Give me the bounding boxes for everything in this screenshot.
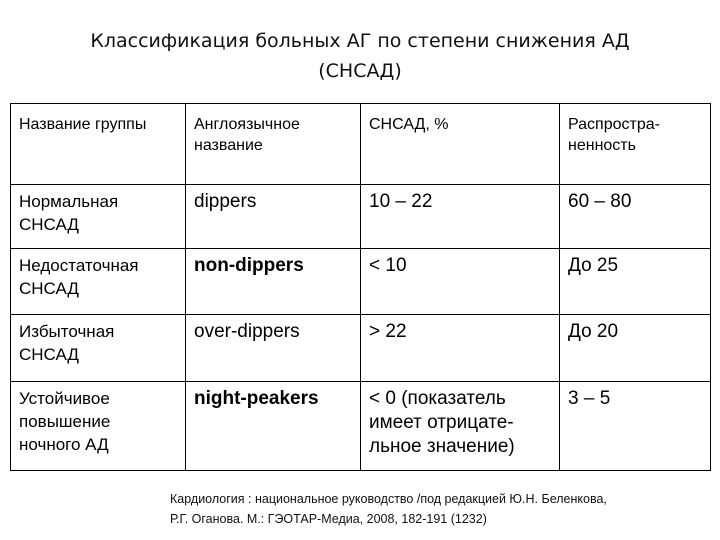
prevalence-cell: [560, 249, 711, 315]
english-name-cell: [186, 185, 361, 249]
header-label: Распростра- ненность: [568, 116, 660, 154]
classification-table: [10, 103, 711, 471]
prevalence-cell: [560, 315, 711, 382]
cell-text: < 10: [369, 255, 407, 276]
cell-text: > 22: [369, 321, 407, 342]
english-name-cell: [186, 315, 361, 382]
snsad-cell: [361, 185, 560, 249]
cell-text: Нормальная СНСАД: [19, 192, 119, 234]
cell-text: До 25: [568, 255, 619, 276]
page-title: [0, 26, 720, 86]
group-name-cell: [11, 185, 186, 249]
cell-text: over-dippers: [194, 321, 300, 342]
cell-text: night-peakers: [194, 388, 319, 409]
cell-text: 10 – 22: [369, 191, 433, 212]
english-name-cell: [186, 249, 361, 315]
reference-line-1: Кардиология : национальное руководство /под редакцией Ю.Н. Беленкова,: [170, 492, 607, 506]
cell-text: Недостаточная СНСАД: [19, 256, 139, 298]
cell-text: 3 – 5: [568, 388, 611, 409]
header-label: Название группы: [19, 116, 147, 133]
snsad-cell: [361, 382, 560, 471]
header-cell-snsad-percent: [361, 104, 560, 185]
group-name-cell: [11, 315, 186, 382]
title-line-2: (СНСАД): [318, 60, 402, 82]
table-row: [11, 185, 711, 249]
header-label: Англоязычное название: [194, 116, 300, 154]
cell-text: Избыточная СНСАД: [19, 322, 115, 364]
group-name-cell: [11, 382, 186, 471]
prevalence-cell: [560, 382, 711, 471]
header-cell-prevalence: [560, 104, 711, 185]
table-row: [11, 382, 711, 471]
cell-text: < 0 (показатель имеет отрицате- льное значение): [369, 388, 515, 457]
cell-text: non-dippers: [194, 255, 304, 276]
header-cell-group-name: [11, 104, 186, 185]
title-line-1: Классификация больных АГ по степени снижения АД: [90, 30, 630, 52]
source-reference: [170, 489, 710, 529]
header-label: СНСАД, %: [369, 116, 449, 133]
snsad-cell: [361, 315, 560, 382]
cell-text: 60 – 80: [568, 191, 632, 212]
table-row: [11, 249, 711, 315]
table-row: [11, 315, 711, 382]
english-name-cell: [186, 382, 361, 471]
prevalence-cell: [560, 185, 711, 249]
cell-text: Устойчивое повышение ночного АД: [19, 389, 111, 454]
snsad-cell: [361, 249, 560, 315]
reference-line-2: Р.Г. Оганова. М.: ГЭОТАР-Медиа, 2008, 182-191 (1232): [170, 512, 487, 526]
cell-text: До 20: [568, 321, 619, 342]
cell-text: dippers: [194, 191, 257, 212]
header-cell-english-name: [186, 104, 361, 185]
table-header-row: [11, 104, 711, 185]
group-name-cell: [11, 249, 186, 315]
